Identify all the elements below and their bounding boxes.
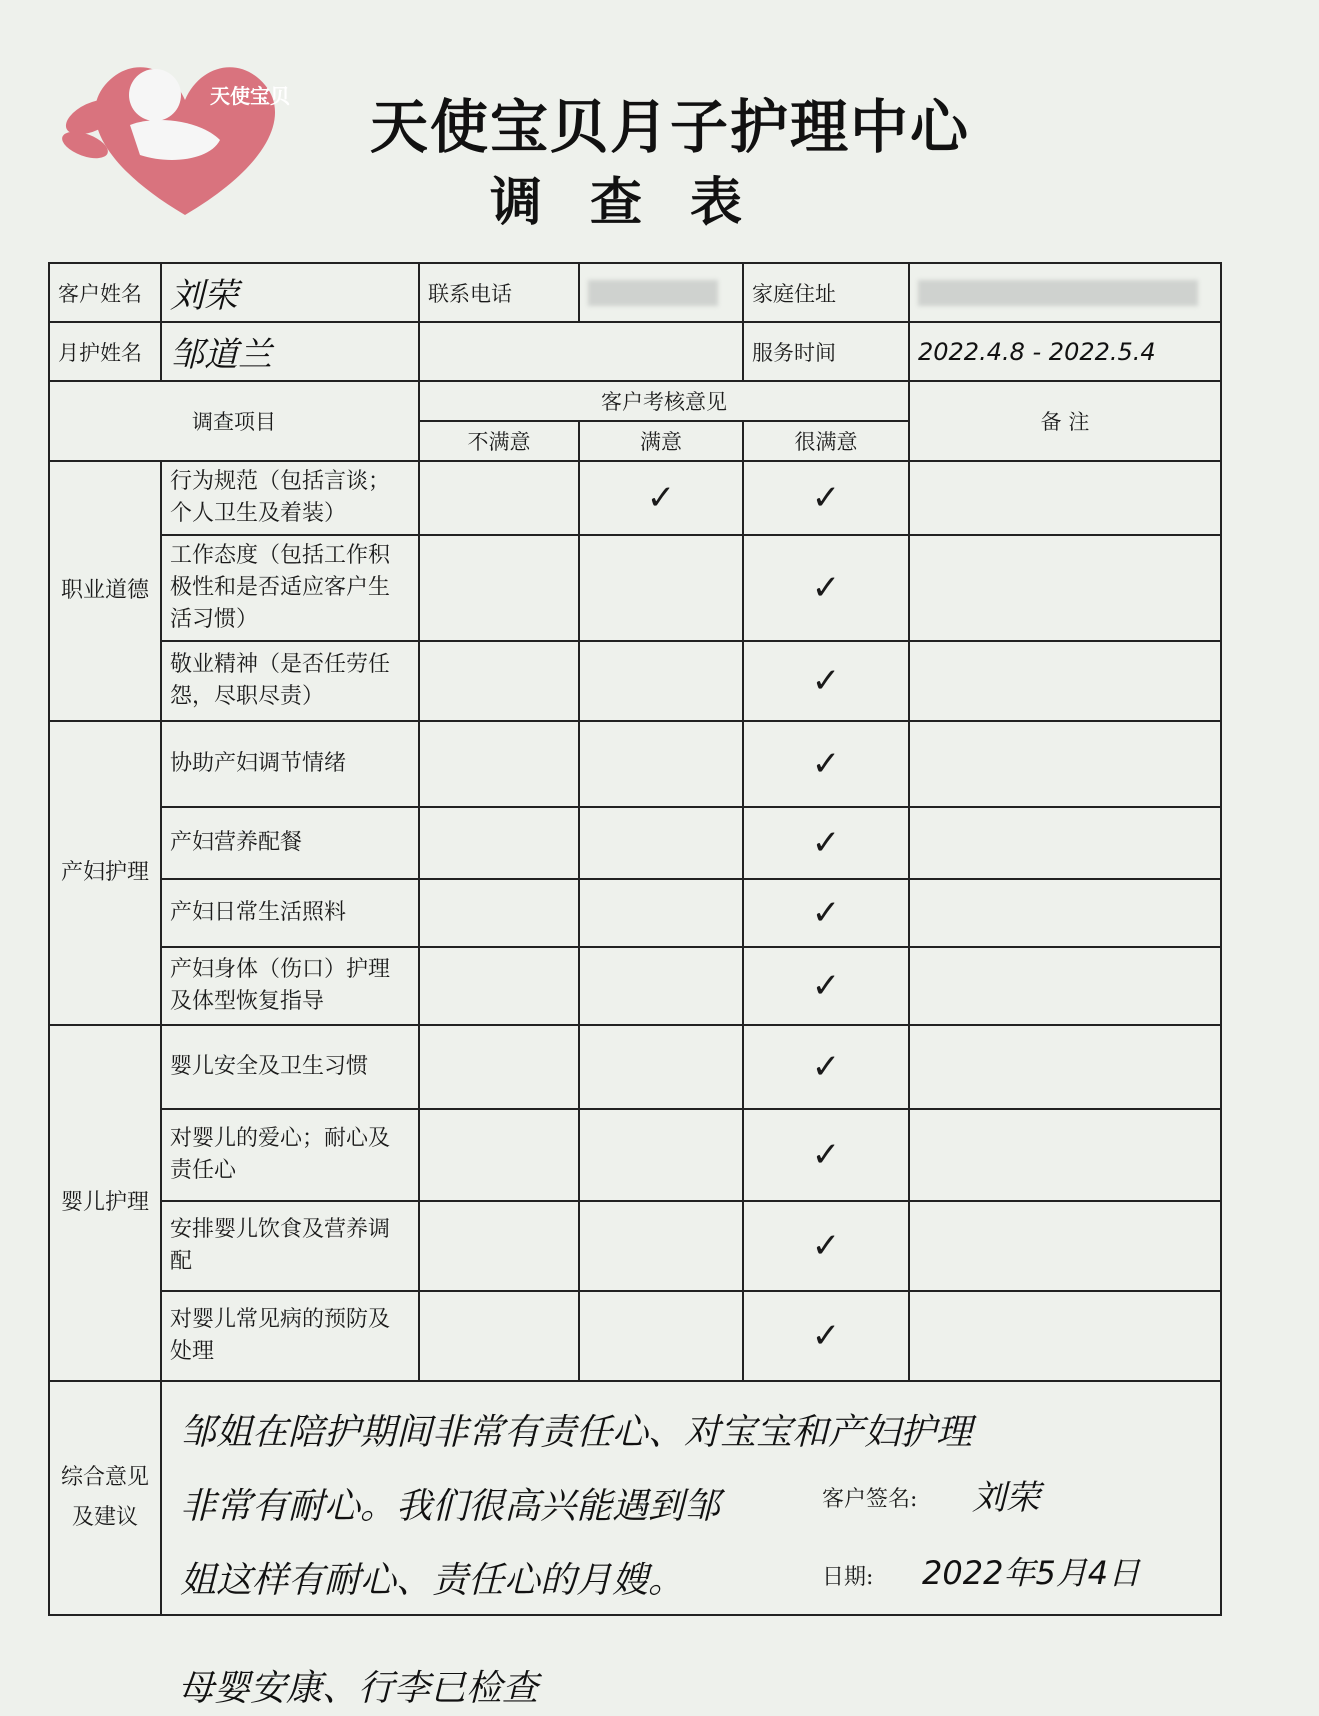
- blank-cell: [419, 322, 743, 381]
- very-satisfied-check: ✓: [743, 721, 909, 807]
- item-row: [49, 641, 1221, 721]
- item-label: 协助产妇调节情绪: [161, 721, 419, 807]
- category-baby: 婴儿护理: [49, 1025, 161, 1381]
- survey-table: [48, 262, 1222, 1616]
- item-label: 婴儿安全及卫生习惯: [161, 1025, 419, 1109]
- comments-row: [49, 1381, 1221, 1615]
- very-satisfied-check: ✓: [743, 641, 909, 721]
- item-label: 行为规范（包括言谈；个人卫生及着装）: [161, 461, 419, 535]
- item-row: [49, 1291, 1221, 1381]
- signature-label: 客户签名:: [822, 1487, 918, 1512]
- very-satisfied-check: ✓: [743, 879, 909, 947]
- unsatisfied-cell: [419, 807, 579, 879]
- item-label: 产妇营养配餐: [161, 807, 419, 879]
- category-ethics: 职业道德: [49, 461, 161, 721]
- item-row: [49, 807, 1221, 879]
- page-subtitle: 调查表: [490, 173, 791, 233]
- signature-value: 刘荣: [972, 1478, 1040, 1518]
- remarks-cell: [909, 721, 1221, 807]
- very-satisfied-check: ✓: [743, 535, 909, 641]
- category-maternal: 产妇护理: [49, 721, 161, 1025]
- nanny-name-value: 邹道兰: [170, 335, 272, 375]
- item-row: [49, 1025, 1221, 1109]
- page-title: 天使宝贝月子护理中心: [370, 93, 971, 161]
- unsatisfied-cell: [419, 1109, 579, 1201]
- unsatisfied-cell: [419, 461, 579, 535]
- comments-rest: 非常有耐心。我们很高兴能遇到邹姐这样有耐心、责任心的月嫂。: [180, 1486, 721, 1601]
- item-row: [49, 879, 1221, 947]
- header-row-1: [49, 381, 1221, 421]
- info-row-2: [49, 322, 1221, 381]
- phone-cell: [579, 263, 743, 322]
- remarks-cell: [909, 461, 1221, 535]
- satisfied-cell: [579, 1109, 743, 1201]
- service-time-cell: [909, 322, 1221, 381]
- customer-name-cell: [161, 263, 419, 322]
- unsatisfied-cell: [419, 641, 579, 721]
- remarks-header: 备 注: [909, 381, 1221, 461]
- very-satisfied-check: ✓: [743, 1291, 909, 1381]
- angel-baby-logo: [60, 45, 310, 225]
- item-label: 安排婴儿饮食及营养调配: [161, 1201, 419, 1291]
- item-label: 产妇日常生活照料: [161, 879, 419, 947]
- info-row-1: [49, 263, 1221, 322]
- remarks-cell: [909, 947, 1221, 1025]
- remarks-cell: [909, 1109, 1221, 1201]
- item-row: [49, 461, 1221, 535]
- remarks-cell: [909, 535, 1221, 641]
- address-redacted: [918, 280, 1198, 306]
- satisfied-cell: [579, 879, 743, 947]
- satisfied-cell: [579, 641, 743, 721]
- satisfied-cell: [579, 721, 743, 807]
- item-row: [49, 1109, 1221, 1201]
- very-satisfied-check: ✓: [743, 807, 909, 879]
- satisfied-check: ✓: [579, 461, 743, 535]
- satisfied-cell: [579, 947, 743, 1025]
- customer-name-value: 刘荣: [170, 276, 238, 316]
- phone-redacted: [588, 280, 718, 306]
- date-value: 2022年5月4日: [922, 1554, 1141, 1592]
- comments-cell: [161, 1381, 1221, 1615]
- unsatisfied-cell: [419, 1291, 579, 1381]
- item-row: [49, 721, 1221, 807]
- very-satisfied-check: ✓: [743, 947, 909, 1025]
- phone-label: 联系电话: [419, 263, 579, 322]
- very-satisfied-check: ✓: [743, 461, 909, 535]
- very-satisfied-check: ✓: [743, 1201, 909, 1291]
- very-satisfied-check: ✓: [743, 1025, 909, 1109]
- date-label: 日期:: [822, 1565, 874, 1590]
- very-satisfied-check: ✓: [743, 1109, 909, 1201]
- service-time-label: 服务时间: [743, 322, 909, 381]
- satisfied-cell: [579, 1201, 743, 1291]
- satisfied-cell: [579, 1025, 743, 1109]
- satisfied-cell: [579, 535, 743, 641]
- nanny-name-label: 月护姓名: [49, 322, 161, 381]
- address-cell: [909, 263, 1221, 322]
- service-time-value: 2022.4.8 - 2022.5.4: [918, 337, 1156, 366]
- survey-item-header: 调查项目: [49, 381, 419, 461]
- comments-label: 综合意见及建议: [49, 1381, 161, 1615]
- item-label: 敬业精神（是否任劳任怨，尽职尽责）: [161, 641, 419, 721]
- comments-line-1: 邹姐在陪护期间非常有责任心、对宝宝和产妇护理: [180, 1412, 973, 1453]
- unsatisfied-cell: [419, 721, 579, 807]
- item-label: 对婴儿的爱心；耐心及责任心: [161, 1109, 419, 1201]
- item-row: [49, 947, 1221, 1025]
- item-row: [49, 535, 1221, 641]
- logo-text: 天使宝贝: [210, 84, 290, 108]
- angel-head: [129, 69, 181, 121]
- assessment-header: 客户考核意见: [419, 381, 909, 421]
- satisfied-cell: [579, 807, 743, 879]
- nanny-name-cell: [161, 322, 419, 381]
- remarks-cell: [909, 807, 1221, 879]
- unsatisfied-header: 不满意: [419, 421, 579, 461]
- customer-name-label: 客户姓名: [49, 263, 161, 322]
- satisfied-cell: [579, 1291, 743, 1381]
- satisfied-header: 满意: [579, 421, 743, 461]
- remarks-cell: [909, 1201, 1221, 1291]
- unsatisfied-cell: [419, 535, 579, 641]
- unsatisfied-cell: [419, 1201, 579, 1291]
- very-satisfied-header: 很满意: [743, 421, 909, 461]
- remarks-cell: [909, 879, 1221, 947]
- unsatisfied-cell: [419, 879, 579, 947]
- item-label: 工作态度（包括工作积极性和是否适应客户生活习惯）: [161, 535, 419, 641]
- remarks-cell: [909, 1291, 1221, 1381]
- item-label: 产妇身体（伤口）护理及体型恢复指导: [161, 947, 419, 1025]
- unsatisfied-cell: [419, 947, 579, 1025]
- unsatisfied-cell: [419, 1025, 579, 1109]
- address-label: 家庭住址: [743, 263, 909, 322]
- remarks-cell: [909, 641, 1221, 721]
- remarks-cell: [909, 1025, 1221, 1109]
- footnote-handwriting: 母婴安康、行李已检查: [178, 1668, 539, 1709]
- item-label: 对婴儿常见病的预防及处理: [161, 1291, 419, 1381]
- item-row: [49, 1201, 1221, 1291]
